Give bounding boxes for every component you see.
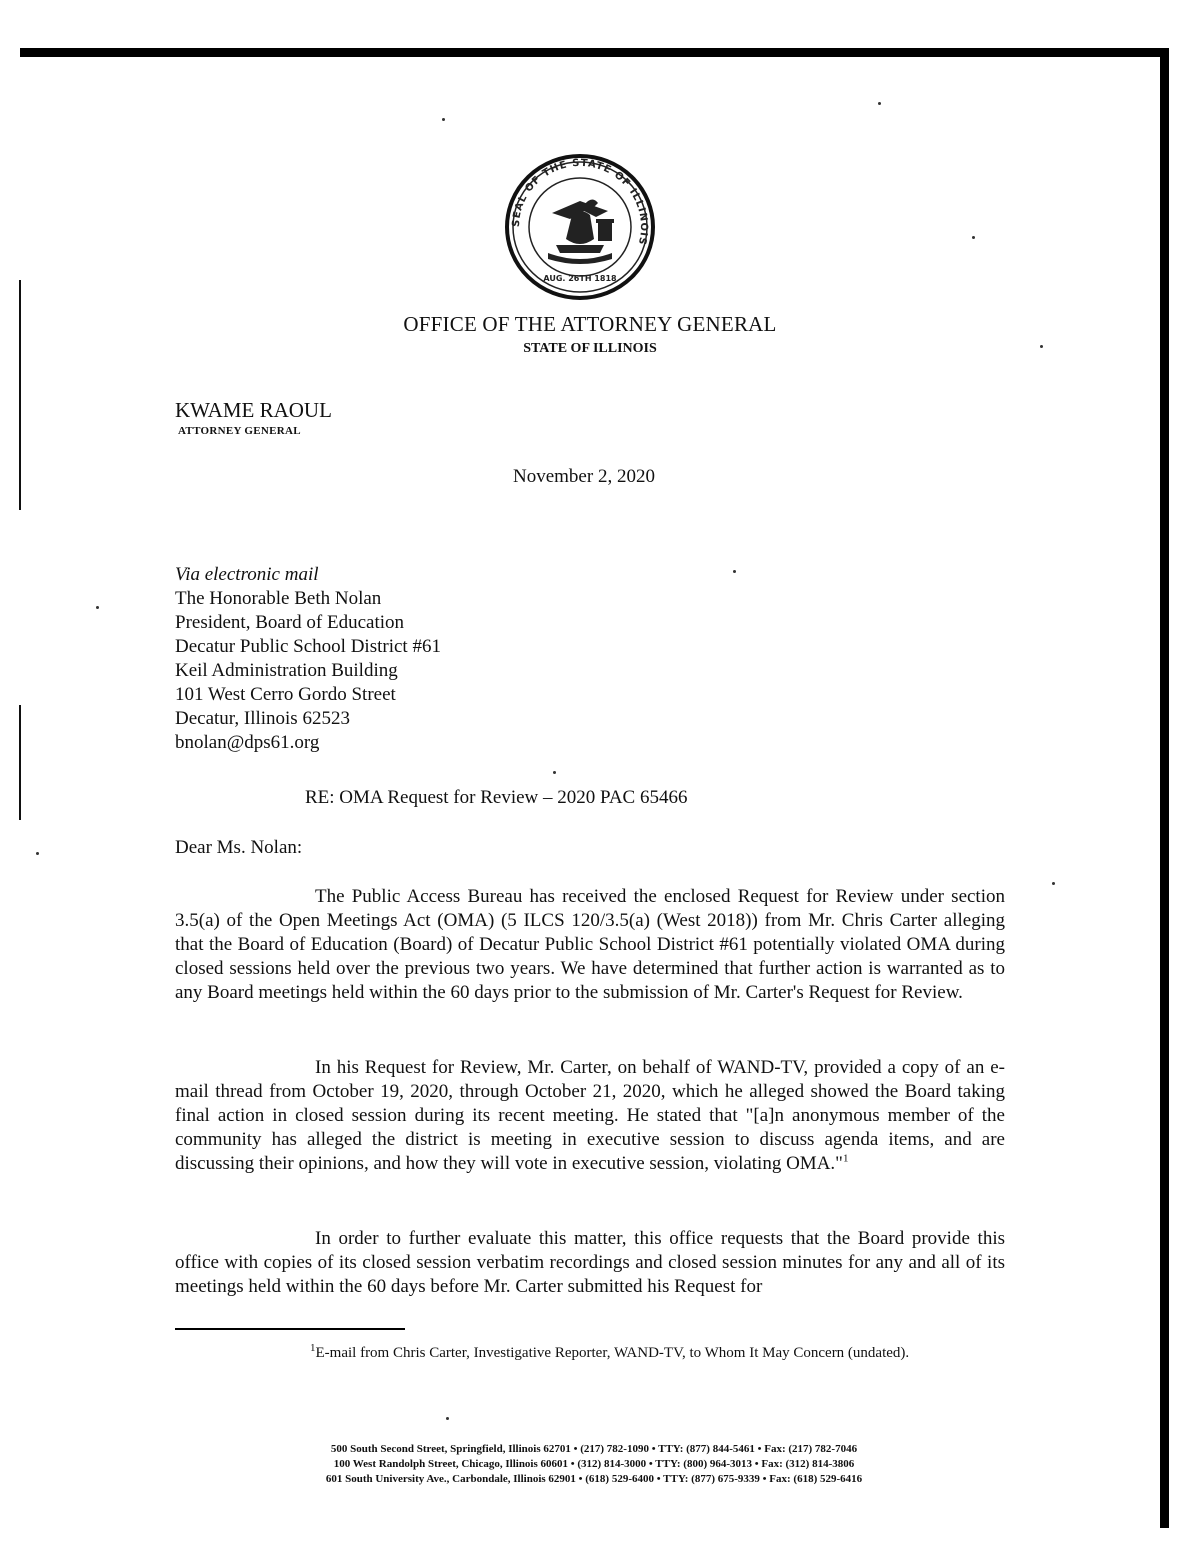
body-paragraph-3: In order to further evaluate this matter, this office requests that the Board provide this office with copies of its closed session verbatim recordings and closed session minutes for any and all of its meetings held within the 60 days before Mr. Carter submitted his Request for — [175, 1228, 1005, 1297]
svg-text:SEAL OF THE STATE OF ILLINOIS: SEAL OF THE STATE OF ILLINOIS — [510, 157, 650, 247]
footer-chicago-office: 100 West Randolph Street, Chicago, Illinois 60601 • (312) 814-3000 • TTY: (800) 964-3013 • Fax: (312) 814-3806 — [333, 1458, 855, 1470]
scan-mark-left-lower — [19, 705, 21, 820]
agency-state: STATE OF ILLINOIS — [523, 341, 657, 356]
footer-carbondale-office: 601 South University Ave., Carbondale, Illinois 62901 • (618) 529-6400 • TTY: (877) 675-9339 • Fax: (618) 529-6416 — [325, 1473, 863, 1485]
footnote-divider — [175, 1328, 405, 1330]
delivery-method: Via electronic mail — [175, 564, 319, 585]
subject-line: RE: OMA Request for Review – 2020 PAC 65466 — [305, 787, 688, 808]
footer-springfield-office: 500 South Second Street, Springfield, Illinois 62701 • (217) 782-1090 • TTY: (877) 844-5461 • Fax: (217) 782-7046 — [330, 1443, 858, 1455]
scan-speck — [36, 852, 39, 855]
scan-speck — [1052, 882, 1055, 885]
scan-border-right — [1160, 48, 1169, 1528]
agency-name: OFFICE OF THE ATTORNEY GENERAL — [403, 312, 777, 336]
scan-speck — [446, 1417, 449, 1420]
recipient-name: The Honorable Beth Nolan — [175, 588, 382, 609]
footnote-text: E-mail from Chris Carter, Investigative Reporter, WAND-TV, to Whom It May Concern (undated). — [315, 1345, 910, 1361]
svg-text:AUG. 26TH 1818: AUG. 26TH 1818 — [543, 274, 617, 283]
body-paragraph-2-text: In his Request for Review, Mr. Carter, on behalf of WAND-TV, provided a copy of an e-mail thread from October 19, 2020, through October 21, 2020, which he alleged showed the Board taking final action in closed session during its recent meeting. He stated that "[a]n anonymous member of the community has alleged the district is meeting in executive session to discuss agenda items, and are discussing their opinions, and how they will vote in executive session, violating OMA." — [175, 1057, 1005, 1174]
scan-border-top — [20, 48, 1168, 57]
letter-date: November 2, 2020 — [513, 466, 655, 487]
scan-speck — [96, 606, 99, 609]
attorney-general-name: KWAME RAOUL — [175, 398, 332, 422]
illinois-state-seal-icon — [500, 153, 660, 301]
recipient-email: bnolan@dps61.org — [175, 732, 320, 753]
body-paragraph-2 — [175, 1056, 1005, 1176]
body-paragraph-1: The Public Access Bureau has received the enclosed Request for Review under section 3.5(a) of the Open Meetings Act (OMA) (5 ILCS 120/3.5(a) (West 2018)) from Mr. Chris Carter alleging that the Board of Education (Board) of Decatur Public School District #61 potentially violated OMA during closed sessions held over the previous two years. We have determined that further action is warranted as to any Board meetings held within the 60 days prior to the submission of Mr. Carter's Request for Review. — [175, 886, 1005, 1003]
recipient-street: 101 West Cerro Gordo Street — [175, 684, 396, 705]
office-addresses-footer — [0, 1442, 1188, 1487]
recipient-building: Keil Administration Building — [175, 660, 398, 681]
seal-graphic — [500, 153, 660, 301]
footnote — [175, 1341, 975, 1365]
footnote-reference: 1 — [842, 1152, 849, 1165]
scan-speck — [733, 570, 736, 573]
scan-speck — [878, 102, 881, 105]
scan-speck — [972, 236, 975, 239]
recipient-city: Decatur, Illinois 62523 — [175, 708, 350, 729]
recipient-title: President, Board of Education — [175, 612, 405, 633]
recipient-address-block — [175, 563, 441, 755]
salutation: Dear Ms. Nolan: — [175, 837, 303, 858]
footnote-marker: 1 — [310, 1342, 316, 1354]
scan-speck — [442, 118, 445, 121]
scan-speck — [553, 771, 556, 774]
recipient-organization: Decatur Public School District #61 — [175, 636, 441, 657]
attorney-general-title: ATTORNEY GENERAL — [178, 425, 301, 437]
